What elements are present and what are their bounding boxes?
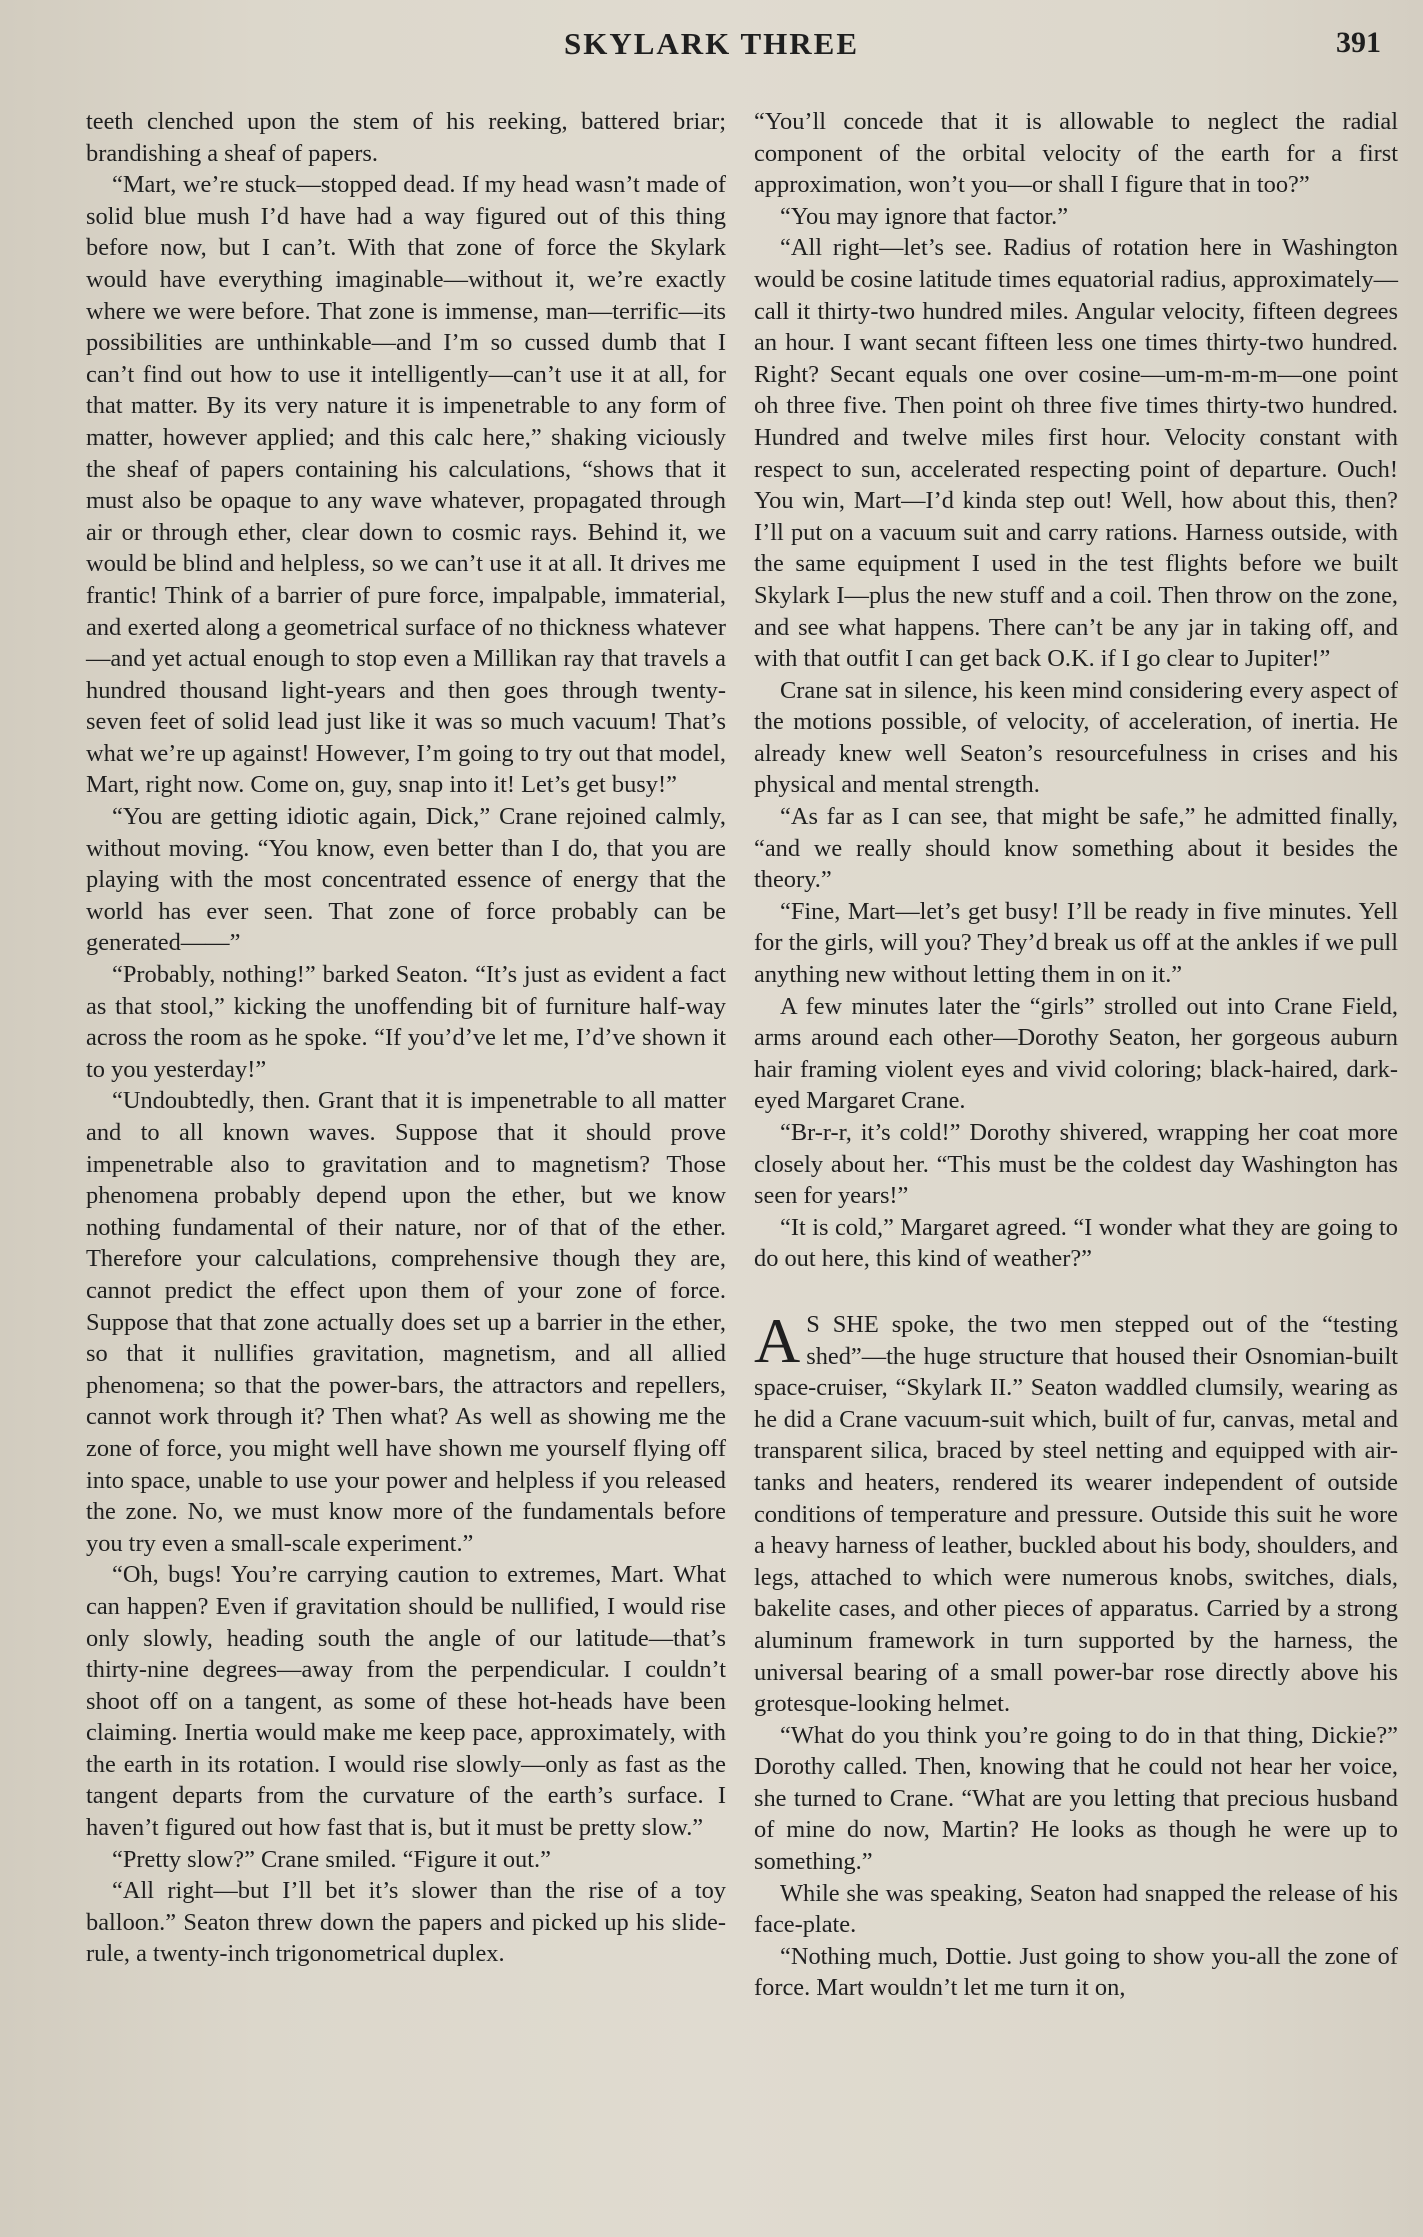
paragraph: “Br-r-r, it’s cold!” Dorothy shivered, wrapping her coat more closely about her. “This must be the coldest day Washington has seen for years!” xyxy=(754,1119,1398,1210)
paragraph: “What do you think you’re going to do in that thing, Dickie?” Dorothy called. Then, knowing that he could not hear her voice, she turned to Crane. “What are you letting that precious husband of mine do now, Martin? He looks as though he were up to something.” xyxy=(754,1721,1398,1876)
paragraph: “Mart, we’re stuck—stopped dead. If my head wasn’t made of solid blue mush I’d have had a way figured out of this thing before now, but I can’t. With that zone of force the Skylark would have everything imaginable—without it, we’re exactly where we were before. That zone is immense, man—terrific—its possibilities are unthinkable—and I’m so cussed dumb that I can’t find out how to use it intelligently—can’t use it at all, for that matter. By its very nature it is impenetrable to any form of matter, however applied; and this calc here,” shaking viciously the sheaf of papers containing his calculations, “shows that it must also be opaque to any wave whatever, propagated through air or through ether, clear down to cosmic rays. Behind it, we would be blind and helpless, so we can’t use it at all. It drives me frantic! Think of a barrier of pure force, impalpable, immaterial, and exerted along a geometrical surface of no thickness whatever—and yet actual enough to stop even a Millikan ray that travels a hundred thousand light-years and then goes through twenty-seven feet of solid lead just like it was so much vacuum! That’s what we’re up against! However, I’m going to try out that model, Mart, right now. Come on, guy, snap into it! Let’s get busy!” xyxy=(86,171,726,799)
paragraph: Crane sat in silence, his keen mind considering every aspect of the motions possible, of velocity, of acceleration, of inertia. He already knew well Seaton’s resourcefulness in crises and his physical and mental strength. xyxy=(754,676,1398,799)
paragraph: “All right—let’s see. Radius of rotation here in Washington would be cosine latitude times equatorial radius, approximately—call it thirty-two hundred miles. Angular velocity, fifteen degrees an hour. I want secant fifteen less one times thirty-two hundred. Right? Secant equals one over cosine—um-m-m-m—one point oh three five. Then point oh three five times thirty-two hundred. Hundred and twelve miles first hour. Velocity constant with respect to sun, accelerated respecting point of departure. Ouch! You win, Mart—I’d kinda step out! Well, how about this, then? I’ll put on a vacuum suit and carry rations. Harness outside, with the same equipment I used in the test flights before we built Skylark I—plus the new stuff and a coil. Then throw on the zone, and see what happens. There can’t be any jar in taking off, and with that outfit I can get back O.K. if I go clear to Jupiter!” xyxy=(754,234,1398,673)
running-title: SKYLARK THREE xyxy=(563,26,860,61)
drop-cap: A xyxy=(754,1304,801,1376)
right-column xyxy=(754,106,1398,2004)
paragraph: “It is cold,” Margaret agreed. “I wonder what they are going to do out here, this kind of weather?” xyxy=(754,1213,1398,1273)
section-opening-paragraph xyxy=(754,1304,1398,1720)
paragraph: “You’ll concede that it is allowable to neglect the radial component of the orbital velocity of the earth for a first approximation, won’t you—or shall I figure that in too?” xyxy=(754,108,1398,199)
paragraph: “All right—but I’ll bet it’s slower than the rise of a toy balloon.” Seaton threw down the papers and picked up his slide-rule, a twenty-inch trigonometrical duplex. xyxy=(86,1877,726,1968)
paragraph: teeth clenched upon the stem of his reeking, battered briar; brandishing a sheaf of papers. xyxy=(86,108,726,167)
left-column xyxy=(86,106,726,1970)
paragraph: “Fine, Mart—let’s get busy! I’ll be ready in five minutes. Yell for the girls, will you? They’d break us off at the ankles if we pull anything new without letting them in on it.” xyxy=(754,897,1398,989)
section-text: spoke, the two men stepped out of the “testing shed”—the huge structure that housed their Osnomian-built space-cruiser, “Skylark II.” Seaton waddled clumsily, wearing as he did a Crane vacuum-suit which, built of fur, canvas, metal and transparent silica, braced by steel netting and equipped with air-tanks and heaters, rendered its wearer independent of outside conditions of temperature and pressure. Outside this suit he wore a heavy harness of leather, buckled about his body, shoulders, and legs, attached to which were numerous knobs, switches, dials, bakelite cases, and other pieces of apparatus. Carried by a strong aluminum framework in turn supported by the harness, the universal bearing of a small power-bar rose directly above his grotesque-looking helmet. xyxy=(754,1310,1398,1718)
paragraph: While she was speaking, Seaton had snapped the release of his face-plate. xyxy=(754,1879,1398,1939)
paragraph: “As far as I can see, that might be safe,” he admitted finally, “and we really should know something about it besides the theory.” xyxy=(754,803,1398,894)
page-number: 391 xyxy=(1336,26,1381,59)
paragraph: “You are getting idiotic again, Dick,” Crane rejoined calmly, without moving. “You know, even better than I do, that you are playing with the most concentrated essence of energy that the world has ever seen. That zone of force probably can be generated——” xyxy=(86,803,726,957)
paragraph: “Undoubtedly, then. Grant that it is impenetrable to all matter and to all known waves. Suppose that it should prove impenetrable also to gravitation and to magnetism? Those phenomena probably depend upon the ether, but we know nothing fundamental of their nature, nor of that of the ether. Therefore your calculations, comprehensive though they are, cannot predict the effect upon them of your zone of force. Suppose that that zone actually does set up a barrier in the ether, so that it nullifies gravitation, magnetism, and all allied phenomena; so that the power-bars, the attractors and repellers, cannot work through it? Then what? As well as showing me the zone of force, you might well have shown me yourself flying off into space, unable to use your power and helpless if you released the zone. No, we must know more of the fundamentals before you try even a small-scale experiment.” xyxy=(86,1087,726,1557)
page-header xyxy=(0,26,1423,76)
paragraph: “Nothing much, Dottie. Just going to show you-all the zone of force. Mart wouldn’t let me turn it on, xyxy=(754,1942,1398,2002)
paragraph: “Pretty slow?” Crane smiled. “Figure it out.” xyxy=(112,1845,551,1873)
paragraph: A few minutes later the “girls” strolled out into Crane Field, arms around each other—Dorothy Seaton, her gorgeous auburn hair framing violent eyes and vivid coloring; black-haired, dark-eyed Margaret Crane. xyxy=(754,992,1398,1115)
paragraph: “Oh, bugs! You’re carrying caution to extremes, Mart. What can happen? Even if gravitation should be nullified, I would rise only slowly, heading south the angle of our latitude—that’s thirty-nine degrees—away from the perpendicular. I couldn’t shoot off on a tangent, as some of these hot-heads have been claiming. Inertia would make me keep pace, approximately, with the earth in its rotation. I would rise slowly—only as fast as the tangent departs from the curvature of the earth’s surface. I haven’t figured out how fast that is, but it must be pretty slow.” xyxy=(86,1561,726,1842)
paragraph: “Probably, nothing!” barked Seaton. “It’s just as evident a fact as that stool,” kicking the unoffending bit of furniture half-way across the room as he spoke. “If you’d’ve let me, I’d’ve shown it to you yesterday!” xyxy=(86,961,726,1083)
paragraph: “You may ignore that factor.” xyxy=(780,202,1069,230)
section-lead-words: S SHE xyxy=(806,1310,879,1338)
